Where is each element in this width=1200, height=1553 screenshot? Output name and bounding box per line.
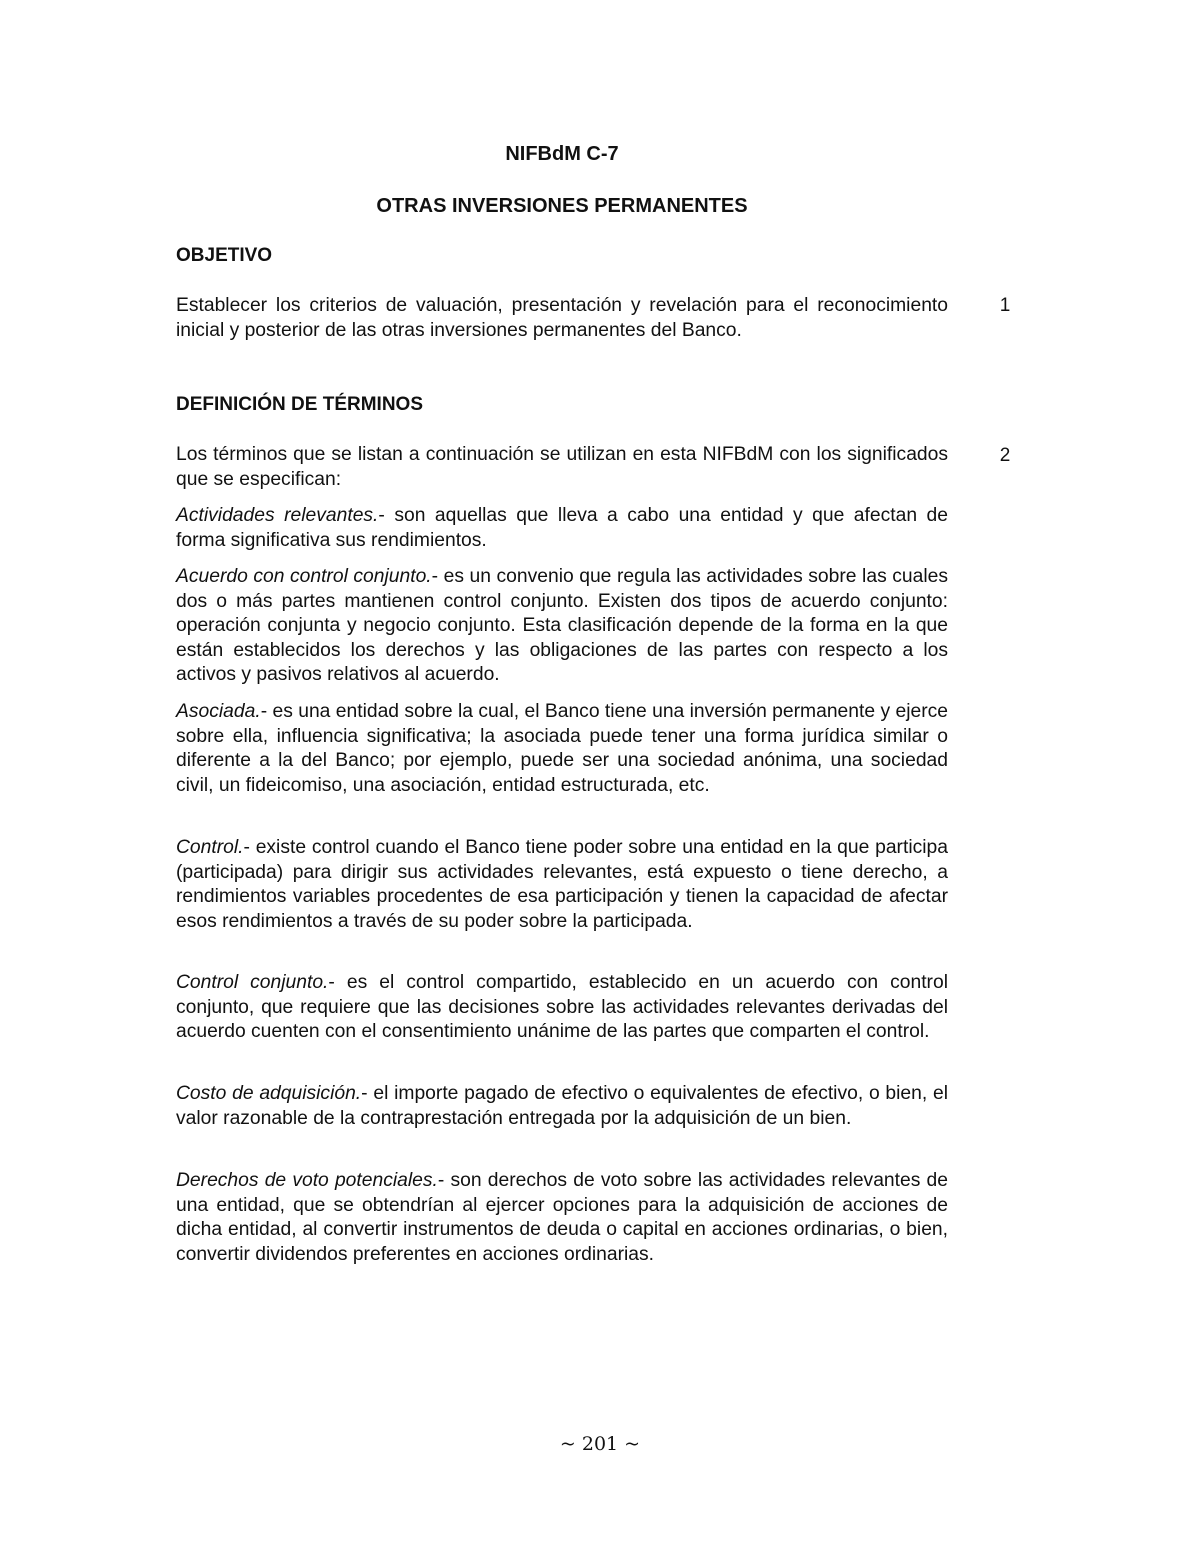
term-definition: - el importe pagado de efectivo o equivalentes de efectivo, o bien, el valor razonable de la contraprestación entregada por la adquisición de un bien. [176, 1083, 949, 1129]
term-definition: - existe control cuando el Banco tiene poder sobre una entidad en la que participa (participada) para dirigir sus actividades relevantes, está expuesto o tiene derecho, a rendimientos variables procedentes de esa participación y tienen la capacidad de afectar esos rendimientos a través de su poder sobre la participada. [176, 837, 948, 932]
term-name: Acuerdo con control conjunto. [176, 566, 432, 587]
paragraph-number-1: 1 [999, 295, 1011, 316]
document-title: OTRAS INVERSIONES PERMANENTES [376, 195, 748, 217]
term-acuerdo-control-conjunto [176, 565, 948, 688]
term-derechos-voto-potenciales [176, 1169, 948, 1267]
term-name: Asociada. [176, 701, 261, 722]
term-control-conjunto [176, 971, 948, 1045]
term-name: Costo de adquisición. [176, 1083, 362, 1104]
term-definition: - es un convenio que regula las actividades sobre las cuales dos o más partes mantienen control conjunto. Existen dos tipos de acuerdo conjunto: operación conjunta y negocio conjunto. Esta clasificación depende de la forma en la que están establecidos los derechos y las obligaciones de las partes con respecto a los activos y pasivos relativos al acuerdo. [176, 566, 948, 685]
term-name: Control. [176, 837, 244, 858]
page-number-footer: ~ 201 ~ [559, 1433, 641, 1455]
section-heading-objetivo: OBJETIVO [176, 245, 273, 266]
document-code: NIFBdM C-7 [505, 143, 619, 165]
term-definition: - es el control compartido, establecido en un acuerdo con control conjunto, que requiere que las decisiones sobre las actividades relevantes derivadas del acuerdo cuenten con el consentimiento unánime de las partes que comparten el control. [176, 972, 948, 1042]
definiciones-intro: Los términos que se listan a continuación se utilizan en esta NIFBdM con los significados que se especifican: [176, 444, 948, 490]
term-name: Control conjunto. [176, 972, 329, 993]
term-name: Actividades relevantes. [176, 505, 379, 526]
term-definition: - son derechos de voto sobre las actividades relevantes de una entidad, que se obtendrían al ejercer opciones para la adquisición de acciones de dicha entidad, al convertir instrumentos de deuda o capital en acciones ordinarias, o bien, convertir dividendos preferentes en acciones ordinarias. [176, 1170, 948, 1265]
term-asociada [176, 700, 948, 798]
term-definition: - son aquellas que lleva a cabo una entidad y que afectan de forma significativa sus rendimientos. [176, 505, 948, 551]
term-name: Derechos de voto potenciales. [176, 1170, 438, 1191]
term-actividades-relevantes [176, 504, 948, 553]
paragraph-number-2: 2 [999, 445, 1011, 466]
section-heading-definiciones: DEFINICIÓN DE TÉRMINOS [176, 394, 424, 415]
objetivo-paragraph: Establecer los criterios de valuación, presentación y revelación para el reconocimiento inicial y posterior de las otras inversiones permanentes del Banco. [176, 295, 948, 341]
term-definition: - es una entidad sobre la cual, el Banco tiene una inversión permanente y ejerce sobre ella, influencia significativa; la asociada puede tener una forma jurídica similar o diferente a la del Banco; por ejemplo, puede ser una sociedad anónima, una sociedad civil, un fideicomiso, una asociación, entidad estructurada, etc. [176, 701, 948, 796]
term-control [176, 836, 948, 934]
term-costo-adquisicion [176, 1082, 948, 1131]
